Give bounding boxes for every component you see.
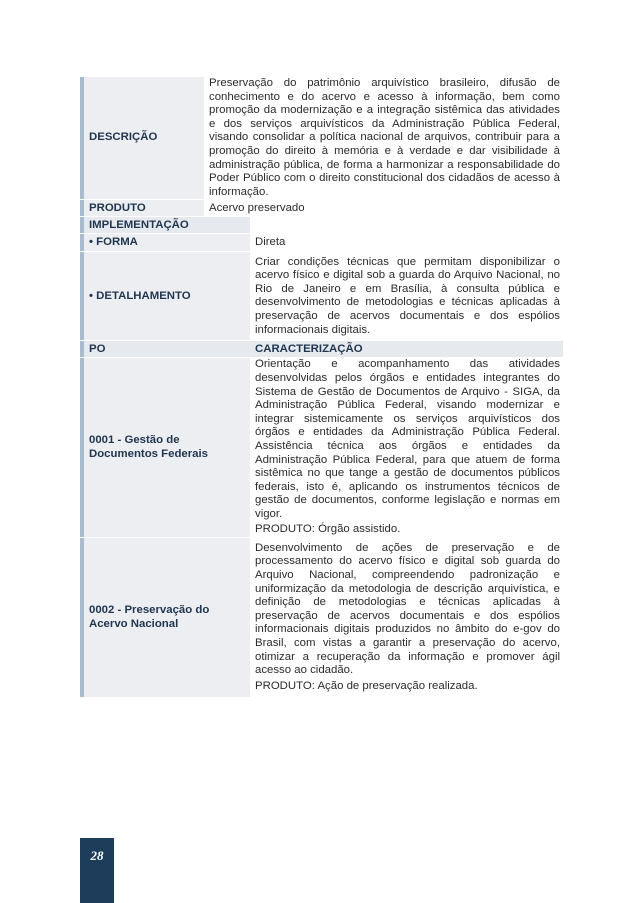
program-table — [80, 77, 563, 698]
page-number: 28 — [90, 848, 104, 863]
row-po-0001 — [80, 358, 563, 538]
detalhamento-label: • DETALHAMENTO — [84, 252, 250, 341]
po-0002-cell — [250, 538, 563, 698]
row-po-0002 — [80, 538, 563, 698]
produto-text: Acervo preservado — [204, 200, 563, 217]
po-header-label: PO — [84, 341, 250, 358]
forma-text: Direta — [250, 234, 563, 252]
row-detalhamento — [80, 252, 563, 341]
descricao-text: Preservação do patrimônio arquivístico brasileiro, difusão de conhecimento e do acervo e acesso à informação, bem como promoção da modernização e a integração sistêmica das atividades e dos serviços arquivísticos da Administração Pública Federal, visando consolidar a política nacional de arquivos, contribuir para a promoção do direito à memória e à verdade e dar visibilidade à administração pública, de forma a harmonizar a responsabilidade do Poder Público com o direito constitucional dos cidadãos de acesso à informação. — [204, 77, 563, 200]
row-produto — [80, 200, 563, 217]
detalhamento-text: Criar condições técnicas que permitam disponibilizar o acervo físico e digital sob a guarda do Arquivo Nacional, no Rio de Janeiro e em Brasília, à consulta pública e desenvolvimento de metodologias e técnicas aplicadas à preservação de acervos documentais e dos espólios informacionais digitais. — [250, 252, 563, 341]
caracterizacao-header: CARACTERIZAÇÃO — [250, 341, 563, 358]
row-implementacao — [80, 217, 563, 234]
implementacao-label: IMPLEMENTAÇÃO — [84, 217, 250, 234]
po-0002-label: 0002 - Preservação do Acervo Nacional — [84, 538, 250, 698]
forma-label: • FORMA — [84, 234, 250, 252]
po-0002-produto: PRODUTO: Ação de preservação realizada. — [255, 679, 478, 692]
page-number-box — [80, 838, 114, 903]
implementacao-empty — [250, 217, 563, 234]
row-forma — [80, 234, 563, 252]
po-0001-text: Orientação e acompanhamento das atividades desenvolvidas pelos órgãos e entidades integrantes do Sistema de Gestão de Documentos de Arquivo - SIGA, da Administração Pública Federal, visando modernizar e integrar sistemicamente os serviços arquivísticos dos órgãos e entidades da Administração Pública Federal. Assistência técnica aos órgãos e entidades da Administração Pública Federal, para que atuem de forma sistêmica no que tange a gestão de documentos públicos federais, isto é, aplicando os instrumentos técnicos de gestão de documentos, conforme legislação e normas em vigor. — [255, 358, 560, 520]
row-po-header — [80, 341, 563, 358]
descricao-label: DESCRIÇÃO — [84, 77, 204, 200]
row-descricao — [80, 77, 563, 200]
po-0002-text: Desenvolvimento de ações de preservação e de processamento do acervo físico e digital sob guarda do Arquivo Nacional, compreendendo padronização e uniformização da metodologia de descrição arquivística, e definição de metodologias e técnicas aplicadas à preservação de acervos documentais e dos espólios informacionais digitais produzidos no âmbito do e-gov do Brasil, com vistas a garantir a preservação do acervo, otimizar a recuperação da informação e promover ágil acesso ao cidadão. — [255, 541, 560, 677]
po-0001-label: 0001 - Gestão de Documentos Federais — [84, 358, 250, 538]
po-0001-produto: PRODUTO: Órgão assistido. — [255, 523, 401, 536]
po-0001-cell — [250, 358, 563, 538]
produto-label: PRODUTO — [84, 200, 204, 217]
